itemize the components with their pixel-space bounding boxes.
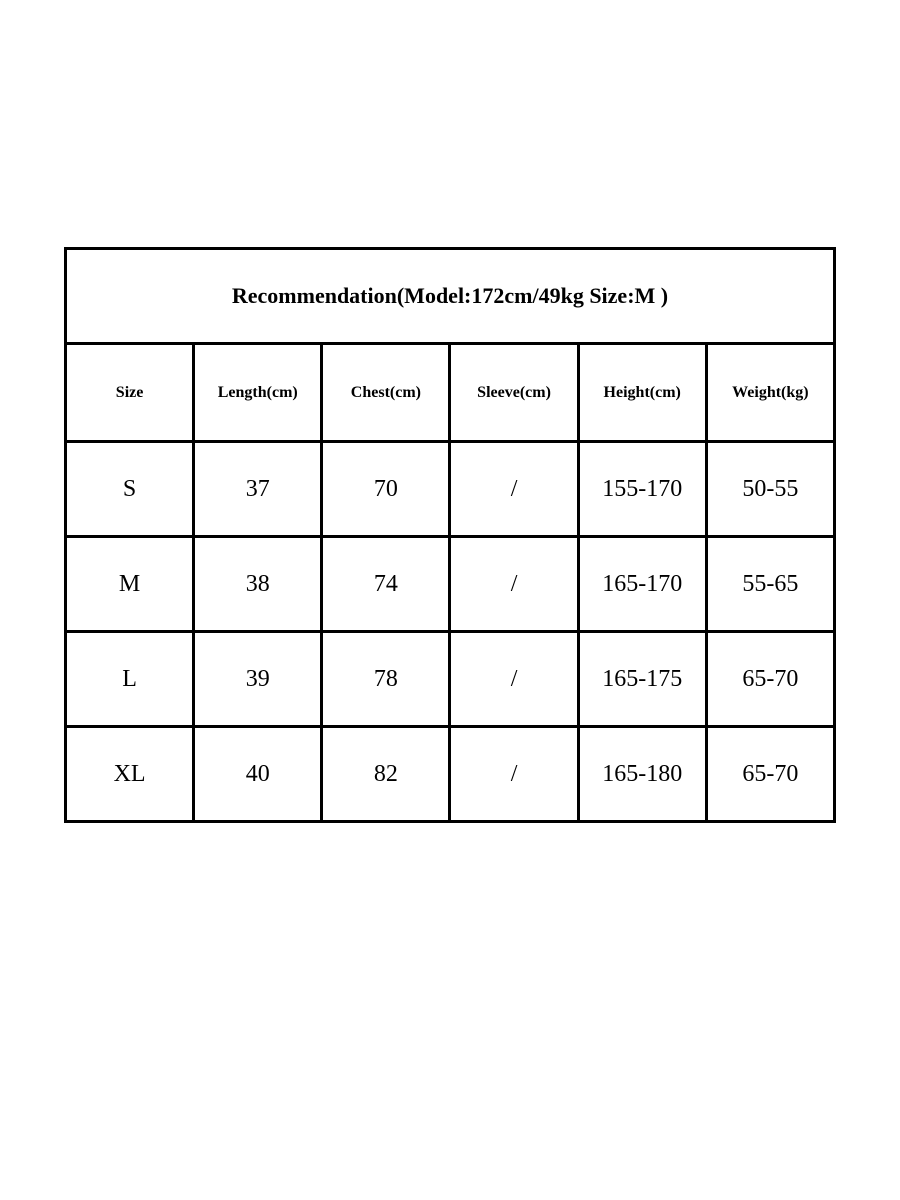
cell-size: XL: [66, 727, 194, 822]
title-row: [66, 249, 835, 344]
header-row: [66, 344, 835, 442]
cell-size: S: [66, 442, 194, 537]
cell-sleeve: /: [450, 442, 578, 537]
cell-weight: 55-65: [706, 537, 834, 632]
cell-height: 165-175: [578, 632, 706, 727]
cell-chest: 74: [322, 537, 450, 632]
cell-height: 165-170: [578, 537, 706, 632]
column-header-chest: Chest(cm): [322, 344, 450, 442]
column-header-sleeve: Sleeve(cm): [450, 344, 578, 442]
size-chart-table: [64, 247, 836, 823]
cell-size: L: [66, 632, 194, 727]
table-row: [66, 442, 835, 537]
cell-weight: 50-55: [706, 442, 834, 537]
cell-sleeve: /: [450, 727, 578, 822]
cell-length: 38: [194, 537, 322, 632]
cell-size: M: [66, 537, 194, 632]
table-row: [66, 632, 835, 727]
cell-length: 39: [194, 632, 322, 727]
table-title: Recommendation(Model:172cm/49kg Size:M ): [66, 249, 835, 344]
cell-weight: 65-70: [706, 632, 834, 727]
cell-sleeve: /: [450, 537, 578, 632]
column-header-length: Length(cm): [194, 344, 322, 442]
column-header-height: Height(cm): [578, 344, 706, 442]
cell-chest: 82: [322, 727, 450, 822]
cell-sleeve: /: [450, 632, 578, 727]
cell-chest: 78: [322, 632, 450, 727]
cell-height: 155-170: [578, 442, 706, 537]
cell-chest: 70: [322, 442, 450, 537]
column-header-weight: Weight(kg): [706, 344, 834, 442]
cell-length: 37: [194, 442, 322, 537]
cell-weight: 65-70: [706, 727, 834, 822]
column-header-size: Size: [66, 344, 194, 442]
cell-height: 165-180: [578, 727, 706, 822]
table-row: [66, 727, 835, 822]
table-row: [66, 537, 835, 632]
cell-length: 40: [194, 727, 322, 822]
